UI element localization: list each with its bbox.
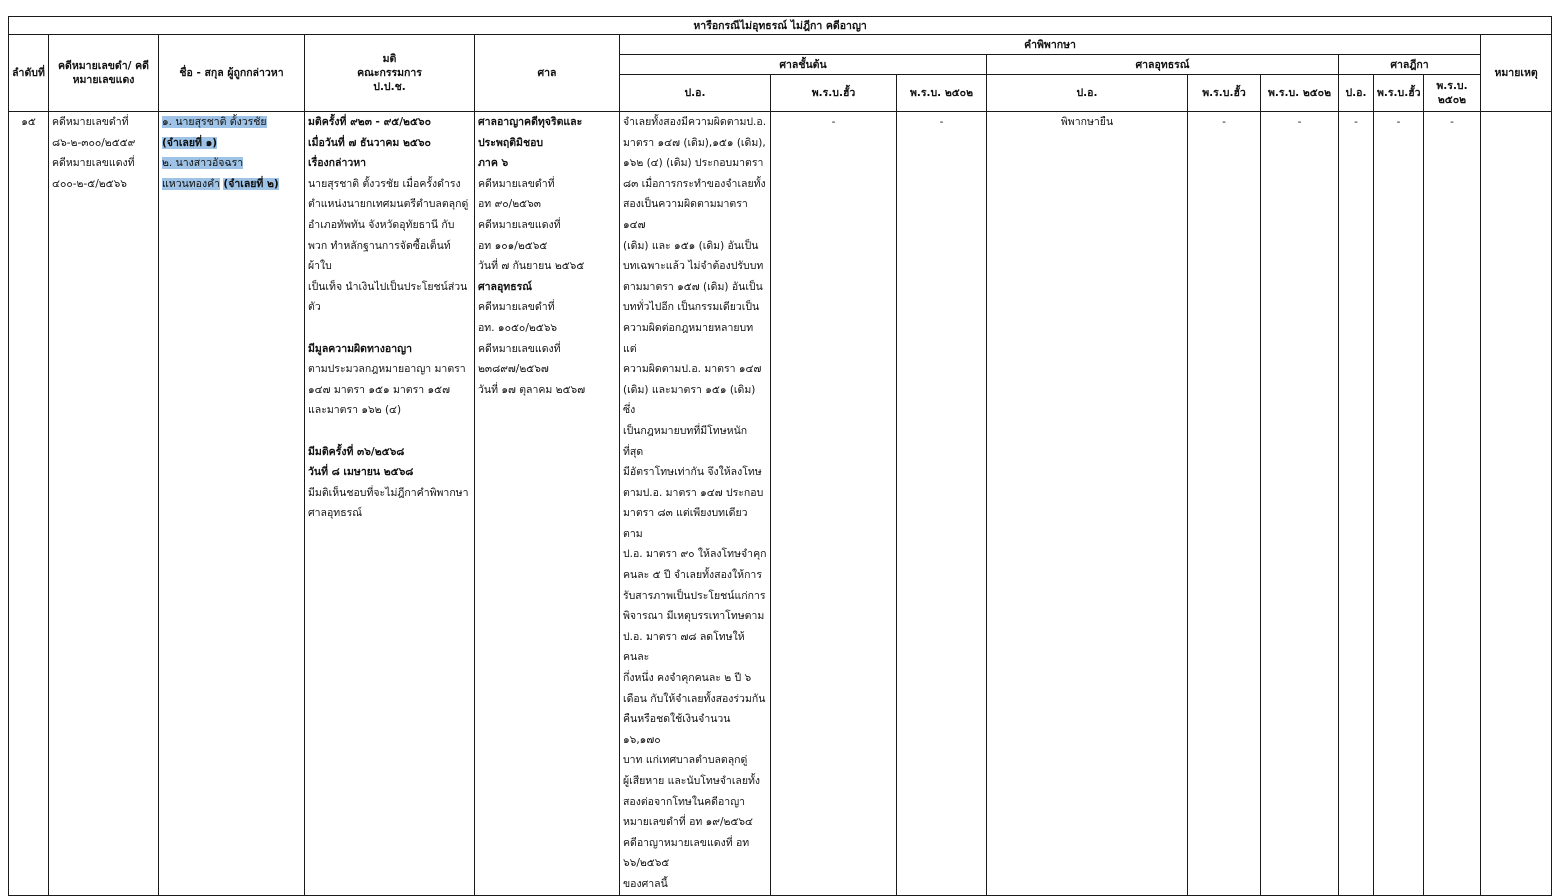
appeal-case-line: คดีหมายเลขดำที่ — [478, 301, 555, 314]
judgment-line: ๑๖๒ (๔) (เดิม) ประกอบมาตรา — [623, 157, 764, 170]
judgment-line: มีอัตราโทษเท่ากัน จึงให้ลงโทษ — [623, 466, 762, 479]
court-name-line: ประพฤติมิชอบ — [478, 136, 544, 149]
judgment-line: หมายเลขดำที่ อท ๑๙/๒๕๖๔ — [623, 816, 754, 829]
header-supreme-po: ป.อ. — [1339, 75, 1374, 112]
row-no: ๑๕ — [9, 112, 49, 896]
row-first-po — [620, 112, 771, 896]
resolution2-line: ศาลอุทธรณ์ — [308, 507, 363, 520]
appeal-case-line: ๒๓๘๙๗/๒๕๖๗ — [478, 363, 549, 376]
header-first-2502: พ.ร.บ. ๒๕๐๒ — [897, 75, 987, 112]
accused-1-role: (จำเลยที่ ๑) — [162, 136, 218, 149]
allegation-line: พวก ทำหลักฐานการจัดซื้อเต็นท์ผ้าใบ — [308, 239, 451, 273]
header-first-po: ป.อ. — [620, 75, 771, 112]
case-table — [8, 16, 1552, 896]
court-case-line: คดีหมายเลขดำที่ — [478, 177, 555, 190]
accused-2-surname: แหวนทองคำ — [162, 177, 221, 190]
court-case-line: อท ๑๐๑/๒๕๖๕ — [478, 239, 548, 252]
judgment-line: สองเป็นความผิดตามมาตรา ๑๔๗ — [623, 198, 748, 231]
case-line: ๔๐๐-๒-๕/๒๕๖๖ — [52, 177, 127, 190]
header-resolution — [305, 35, 475, 112]
case-line: คดีหมายเลขดำที่ — [52, 116, 129, 128]
court-name-line: ศาลอาญาคดีทุจริตและ — [478, 116, 583, 128]
judgment-line: คืนหรือชดใช้เงินจำนวน ๑๖,๑๗๐ — [623, 713, 731, 746]
judgment-line: กึ่งหนึ่ง คงจำคุกคนละ ๒ ปี ๖ — [623, 672, 752, 685]
judgment-line: (เดิม) และ ๑๕๑ (เดิม) อันเป็น — [623, 239, 759, 252]
header-supreme-2502-top: พ.ร.บ. — [1436, 80, 1468, 92]
appeal-court-name: ศาลอุทธรณ์ — [478, 280, 533, 293]
header-first-pr: พ.ร.บ.ฮั้ว — [771, 75, 897, 112]
header-appeal-pr: พ.ร.บ.ฮั้ว — [1188, 75, 1261, 112]
judgment-line: มาตรา ๑๔๗ (เดิม),๑๕๑ (เดิม), — [623, 136, 766, 149]
finding-line: และมาตรา ๑๖๒ (๔) — [308, 404, 402, 417]
judgment-line: คนละ ๕ ปี จำเลยทั้งสองให้การ — [623, 569, 762, 582]
judgment-line: มาตรา ๘๓ แต่เพียงบทเดียว ตาม — [623, 507, 748, 540]
row-appeal-pr: - — [1188, 112, 1261, 896]
case-line: ๘๖-๒-๓๐๐/๒๕๕๙ — [52, 136, 136, 149]
judgment-line: รับสารภาพเป็นประโยชน์แก่การ — [623, 589, 766, 602]
row-first-2502: - — [897, 112, 987, 896]
judgment-line: ผู้เสียหาย และนับโทษจำเลยทั้ง — [623, 775, 761, 787]
allegation-line: นายสุรชาติ ตั้งวรชัย เมื่อครั้งดำรง — [308, 177, 461, 190]
judgment-line: ๘๓ เมื่อการกระทำของจำเลยทั้ง — [623, 177, 766, 190]
row-supreme-2502: - — [1424, 112, 1481, 896]
judgment-line: (เดิม) และมาตรา ๑๕๑ (เดิม) ซึ่ง — [623, 383, 756, 417]
row-appeal-2502: - — [1261, 112, 1339, 896]
finding-line: ตามประมวลกฎหมายอาญา มาตรา — [308, 363, 466, 376]
header-supreme-court: ศาลฎีกา — [1339, 55, 1481, 75]
header-resolution-line1: มติ — [382, 53, 397, 65]
table-title: หารือกรณีไม่อุทธรณ์ ไม่ฎีกา คดีอาญา — [9, 17, 1552, 35]
court-case-line: วันที่ ๗ กันยายน ๒๕๖๕ — [478, 260, 585, 273]
judgment-line: จำเลยทั้งสองมีความผิดตามป.อ. — [623, 116, 767, 128]
allegation-heading: เรื่องกล่าวหา — [308, 157, 367, 170]
row-supreme-pr: - — [1374, 112, 1424, 896]
row-supreme-po: - — [1339, 112, 1374, 896]
row-case-no — [49, 112, 159, 896]
judgment-line: ตามป.อ. มาตรา ๑๔๗ ประกอบ — [623, 486, 764, 499]
header-remarks: หมายเหตุ — [1481, 35, 1552, 112]
resolution-date: เมื่อวันที่ ๗ ธันวาคม ๒๕๖๐ — [308, 136, 431, 149]
court-case-line: คดีหมายเลขแดงที่ — [478, 218, 561, 231]
row-first-pr: - — [771, 112, 897, 896]
judgment-line: บททั่วไปอีก เป็นกรรมเดียวเป็น — [623, 301, 760, 314]
judgment-line: พิจารณา มีเหตุบรรเทาโทษตาม — [623, 610, 765, 623]
header-judgment: คำพิพากษา — [620, 35, 1481, 55]
judgment-line: บทเฉพาะแล้ว ไม่จำต้องปรับบท — [623, 260, 764, 273]
finding-line: ๑๔๗ มาตรา ๑๕๑ มาตรา ๑๕๗ — [308, 383, 450, 396]
row-resolution — [305, 112, 475, 896]
resolution2-line: มีมติเห็นชอบที่จะไม่ฎีกาคำพิพากษา — [308, 486, 469, 499]
appeal-case-line: คดีหมายเลขแดงที่ — [478, 342, 561, 355]
judgment-line: ป.อ. มาตรา ๗๘ ลดโทษให้คนละ — [623, 630, 745, 664]
accused-2-name: ๒. นางสาวอัจฉรา — [162, 157, 244, 170]
case-line: คดีหมายเลขแดงที่ — [52, 157, 135, 170]
row-accused — [159, 112, 305, 896]
header-supreme-2502 — [1424, 75, 1481, 112]
header-resolution-line2: คณะกรรมการ — [357, 67, 422, 79]
accused-1-name: ๑. นายสุรชาติ ตั้งวรชัย — [162, 116, 267, 128]
header-name: ชื่อ - สกุล ผู้ถูกกล่าวหา — [159, 35, 305, 112]
judgment-line: เดือน กับให้จำเลยทั้งสองร่วมกัน — [623, 692, 766, 705]
judgment-line: สองต่อจากโทษในคดีอาญา — [623, 795, 746, 808]
header-court: ศาล — [475, 35, 620, 112]
judgment-line: ๖๖/๒๕๖๕ — [623, 857, 670, 870]
header-supreme-pr: พ.ร.บ.ฮั้ว — [1374, 75, 1424, 112]
allegation-line: ตำแหน่งนายกเทศมนตรีตำบลตลุกดู่ — [308, 198, 469, 211]
allegation-line: อำเภอทัพทัน จังหวัดอุทัยธานี กับ — [308, 218, 455, 231]
court-name-line: ภาค ๖ — [478, 157, 509, 170]
resolution2-date: วันที่ ๘ เมษายน ๒๕๖๘ — [308, 466, 414, 479]
resolution2-no: มีมติครั้งที่ ๓๖/๒๕๖๘ — [308, 445, 405, 458]
header-appeal-po: ป.อ. — [987, 75, 1188, 112]
header-case-no: คดีหมายเลขดำ/ คดีหมายเลขแดง — [49, 35, 159, 112]
table-row — [9, 112, 1552, 896]
court-case-line: อท ๙๐/๒๕๖๓ — [478, 198, 541, 211]
header-resolution-line3: ป.ป.ช. — [373, 81, 406, 93]
appeal-case-line: อท. ๑๐๕๐/๒๕๖๖ — [478, 321, 558, 334]
header-supreme-2502-bot: ๒๕๐๒ — [1437, 94, 1467, 106]
judgment-line: ความผิดตามป.อ. มาตรา ๑๔๗ — [623, 363, 762, 376]
judgment-line: ตามมาตรา ๑๕๗ (เดิม) อันเป็น — [623, 280, 763, 293]
judgment-line: ของศาลนี้ — [623, 877, 668, 890]
row-remarks — [1481, 112, 1552, 896]
finding-heading: มีมูลความผิดทางอาญา — [308, 342, 412, 355]
appeal-case-line: วันที่ ๑๗ ตุลาคม ๒๕๖๗ — [478, 383, 586, 396]
allegation-line: เป็นเท็จ นำเงินไปเป็นประโยชน์ส่วนตัว — [308, 280, 468, 314]
judgment-line: เป็นกฎหมายบทที่มีโทษหนักที่สุด — [623, 424, 748, 458]
header-appeal-2502: พ.ร.บ. ๒๕๐๒ — [1261, 75, 1339, 112]
judgment-line: คดีอาญาหมายเลขแดงที่ อท — [623, 836, 750, 849]
header-no: ลำดับที่ — [9, 35, 49, 112]
row-appeal-po: พิพากษายืน — [987, 112, 1188, 896]
header-first-court: ศาลชั้นต้น — [620, 55, 987, 75]
accused-2-role: (จำเลยที่ ๒) — [223, 177, 279, 190]
judgment-line: บาท แก่เทศบาลตำบลตลุกดู่ — [623, 754, 748, 767]
resolution-no: มติครั้งที่ ๙๒๓ - ๙๕/๒๕๖๐ — [308, 116, 431, 128]
row-court — [475, 112, 620, 896]
judgment-line: ความผิดต่อกฎหมายหลายบท แต่ — [623, 321, 754, 355]
judgment-line: ป.อ. มาตรา ๙๐ ให้ลงโทษจำคุก — [623, 548, 767, 561]
header-appeal-court: ศาลอุทธรณ์ — [987, 55, 1339, 75]
